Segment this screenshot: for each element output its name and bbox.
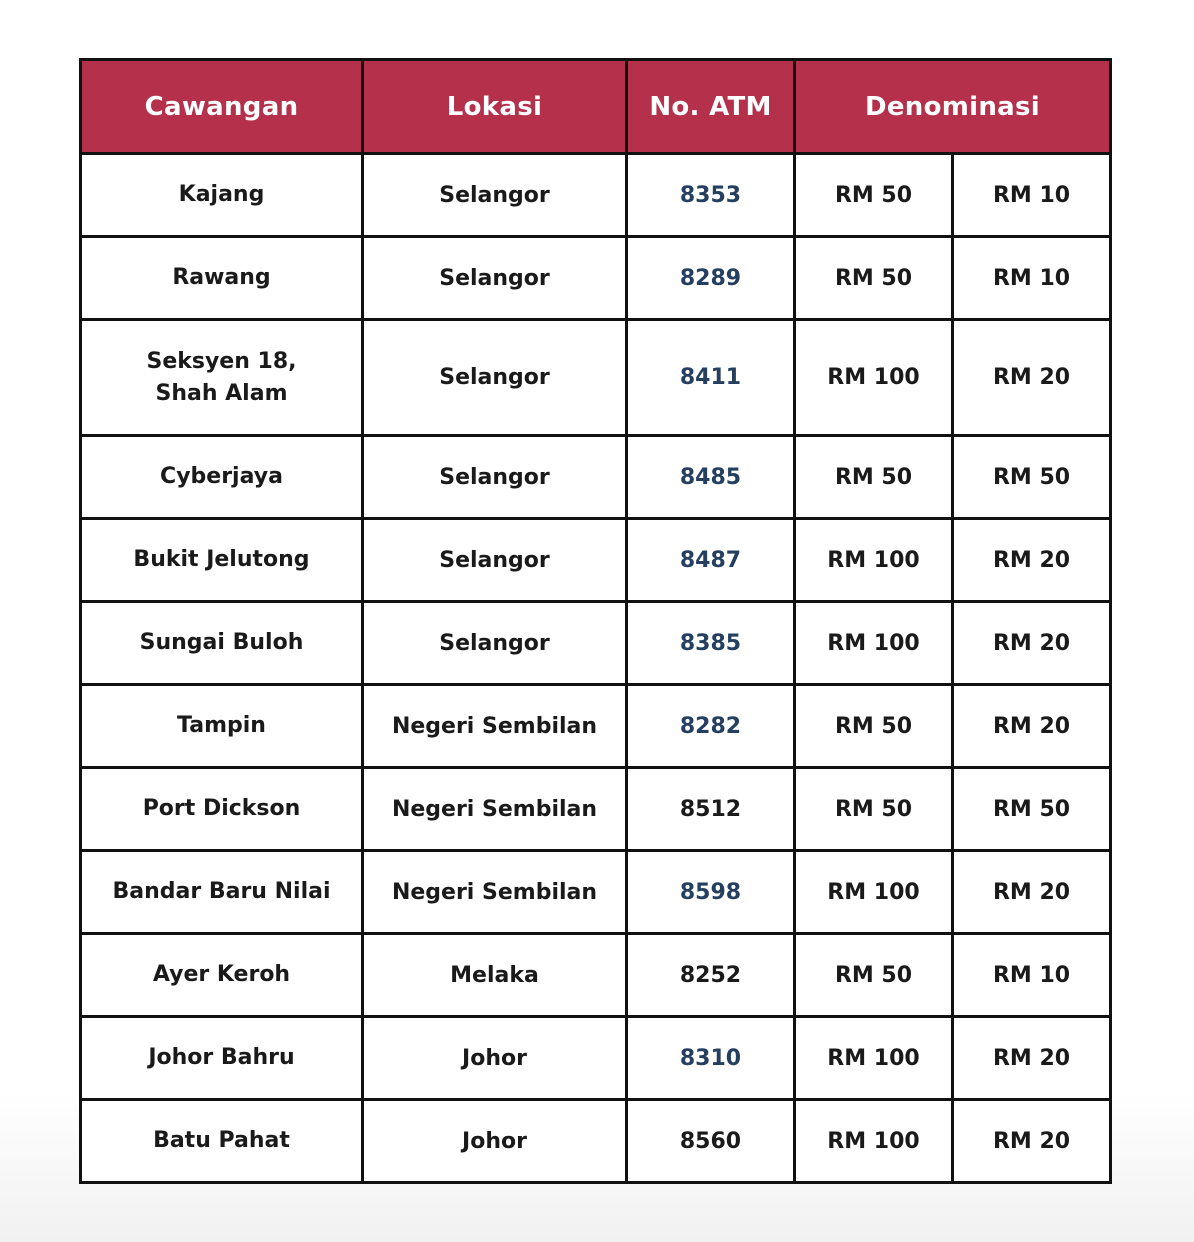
header-lokasi: Lokasi	[363, 60, 627, 154]
table-row	[81, 237, 1111, 320]
cell-lokasi: Johor	[363, 1017, 627, 1100]
cell-denom-2: RM 20	[953, 1017, 1111, 1100]
cell-denom-1: RM 50	[795, 768, 953, 851]
cell-cawangan: Kajang	[81, 154, 363, 237]
header-cawangan: Cawangan	[81, 60, 363, 154]
table-row	[81, 851, 1111, 934]
cell-cawangan: Seksyen 18, Shah Alam	[81, 320, 363, 436]
cell-cawangan: Rawang	[81, 237, 363, 320]
cell-lokasi: Selangor	[363, 602, 627, 685]
table-row	[81, 768, 1111, 851]
cell-lokasi: Negeri Sembilan	[363, 768, 627, 851]
cell-denom-2: RM 20	[953, 685, 1111, 768]
cell-atm: 8485	[627, 436, 795, 519]
cell-atm: 8512	[627, 768, 795, 851]
cell-denom-1: RM 100	[795, 1100, 953, 1183]
cell-atm: 8310	[627, 1017, 795, 1100]
cell-denom-2: RM 10	[953, 237, 1111, 320]
cell-denom-2: RM 20	[953, 851, 1111, 934]
cell-cawangan: Bandar Baru Nilai	[81, 851, 363, 934]
cell-denom-2: RM 10	[953, 154, 1111, 237]
cell-denom-2: RM 10	[953, 934, 1111, 1017]
cell-atm: 8487	[627, 519, 795, 602]
header-row	[81, 60, 1111, 154]
cell-cawangan: Johor Bahru	[81, 1017, 363, 1100]
cell-lokasi: Selangor	[363, 237, 627, 320]
cell-cawangan: Cyberjaya	[81, 436, 363, 519]
cell-atm: 8598	[627, 851, 795, 934]
cell-denom-2: RM 20	[953, 320, 1111, 436]
cell-denom-1: RM 50	[795, 237, 953, 320]
cell-atm: 8289	[627, 237, 795, 320]
cell-atm: 8411	[627, 320, 795, 436]
table-row	[81, 602, 1111, 685]
cell-denom-1: RM 50	[795, 934, 953, 1017]
cell-denom-1: RM 100	[795, 519, 953, 602]
cell-denom-1: RM 100	[795, 1017, 953, 1100]
cell-denom-1: RM 100	[795, 602, 953, 685]
cell-cawangan: Bukit Jelutong	[81, 519, 363, 602]
cell-denom-2: RM 50	[953, 436, 1111, 519]
table-row	[81, 685, 1111, 768]
cell-cawangan: Batu Pahat	[81, 1100, 363, 1183]
cell-cawangan: Tampin	[81, 685, 363, 768]
cell-lokasi: Selangor	[363, 154, 627, 237]
table-row	[81, 934, 1111, 1017]
cell-denom-2: RM 20	[953, 519, 1111, 602]
cell-cawangan: Port Dickson	[81, 768, 363, 851]
table-row	[81, 436, 1111, 519]
cell-cawangan: Ayer Keroh	[81, 934, 363, 1017]
cell-denom-2: RM 50	[953, 768, 1111, 851]
cell-lokasi: Selangor	[363, 436, 627, 519]
cell-denom-2: RM 20	[953, 602, 1111, 685]
cell-lokasi: Negeri Sembilan	[363, 851, 627, 934]
cell-lokasi: Selangor	[363, 519, 627, 602]
cell-lokasi: Johor	[363, 1100, 627, 1183]
cell-cawangan: Sungai Buloh	[81, 602, 363, 685]
cell-denom-1: RM 100	[795, 851, 953, 934]
cell-atm: 8252	[627, 934, 795, 1017]
cell-denom-2: RM 20	[953, 1100, 1111, 1183]
cell-lokasi: Melaka	[363, 934, 627, 1017]
cell-atm: 8282	[627, 685, 795, 768]
table-row	[81, 320, 1111, 436]
cell-denom-1: RM 50	[795, 154, 953, 237]
table-row	[81, 519, 1111, 602]
atm-table-container	[79, 58, 1109, 1184]
cell-denom-1: RM 100	[795, 320, 953, 436]
cell-atm: 8353	[627, 154, 795, 237]
table-row	[81, 154, 1111, 237]
header-denominasi: Denominasi	[795, 60, 1111, 154]
header-no-atm: No. ATM	[627, 60, 795, 154]
cell-atm: 8560	[627, 1100, 795, 1183]
cell-denom-1: RM 50	[795, 436, 953, 519]
cell-denom-1: RM 50	[795, 685, 953, 768]
table-row	[81, 1100, 1111, 1183]
cell-lokasi: Selangor	[363, 320, 627, 436]
atm-table	[79, 58, 1112, 1184]
cell-atm: 8385	[627, 602, 795, 685]
table-row	[81, 1017, 1111, 1100]
cell-lokasi: Negeri Sembilan	[363, 685, 627, 768]
